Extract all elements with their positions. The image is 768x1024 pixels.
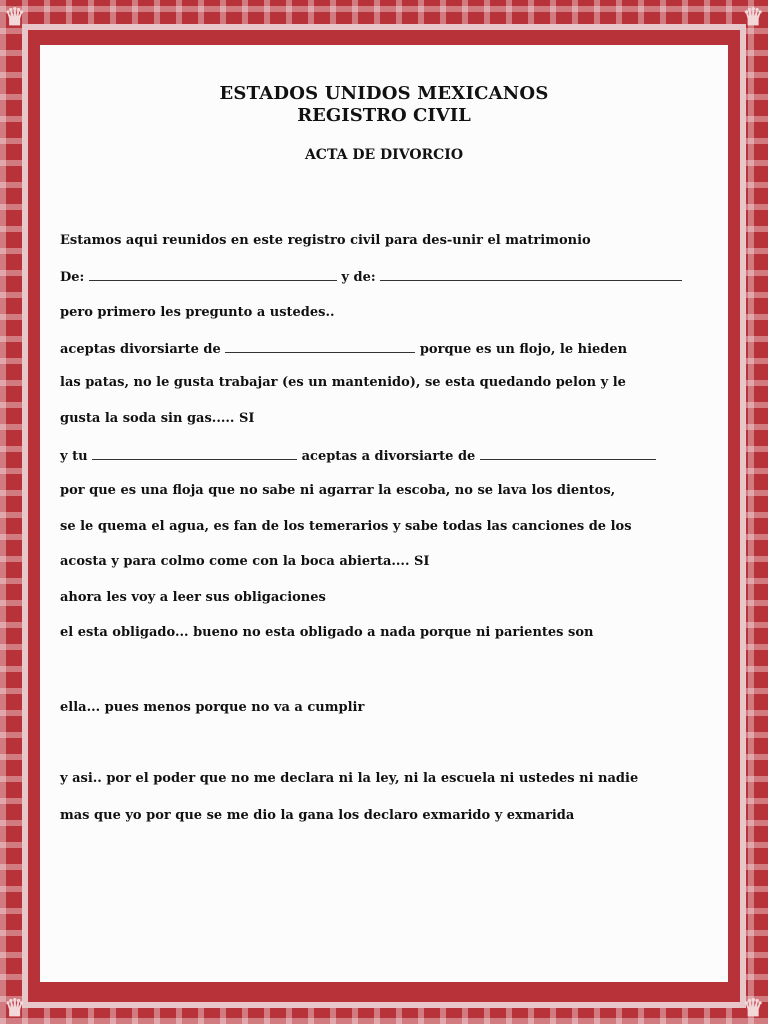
document-page: [40, 45, 728, 982]
text-line: mas que yo por que se me dio la gana los declaro exmarido y exmarida: [60, 808, 575, 823]
text-y-tu: y tu: [60, 449, 88, 464]
text-line: acosta y para colmo come con la boca abierta.... SI: [60, 554, 430, 569]
text-line: gusta la soda sin gas..... SI: [60, 411, 255, 426]
text-line: ella... pues menos porque no va a cumplir: [60, 700, 365, 715]
text-line: pero primero les pregunto a ustedes..: [60, 305, 335, 320]
text-line: Estamos aqui reunidos en este registro civil para des-unir el matrimonio: [60, 233, 591, 248]
text-line: por que es una floja que no sabe ni agarrar la escoba, no se lava los dientos,: [60, 483, 616, 498]
corner-ornament-icon: ♛: [4, 993, 26, 1022]
text-porque: porque es un flojo, le hieden: [419, 342, 628, 357]
text-aceptas: aceptas divorsiarte de: [60, 342, 221, 357]
text-aceptas-a: aceptas a divorsiarte de: [301, 449, 476, 464]
corner-ornament-icon: ♛: [742, 2, 764, 31]
text-line: se le quema el agua, es fan de los temerarios y sabe todas las canciones de los: [60, 519, 632, 534]
text-line: y asi.. por el poder que no me declara ni la ley, ni la escuela ni ustedes ni nadie: [60, 771, 639, 786]
text-line: ahora les voy a leer sus obligaciones: [60, 590, 326, 605]
text-line: [60, 340, 627, 357]
blank-name-1: [89, 268, 337, 281]
text-line: [60, 447, 656, 464]
text-line: el esta obligado... bueno no esta obligado a nada porque ni parientes son: [60, 625, 594, 640]
blank-name-2: [380, 268, 682, 281]
blank-name-3: [225, 340, 415, 353]
title-country: ESTADOS UNIDOS MEXICANOS: [219, 83, 549, 104]
corner-ornament-icon: ♛: [4, 2, 26, 31]
corner-ornament-icon: ♛: [742, 993, 764, 1022]
title-registry: REGISTRO CIVIL: [297, 105, 471, 126]
label-y-de: y de:: [341, 270, 376, 285]
blank-name-4: [92, 447, 297, 460]
blank-name-5: [480, 447, 656, 460]
label-de: De:: [60, 270, 85, 285]
text-line: [60, 268, 682, 285]
text-line: las patas, no le gusta trabajar (es un mantenido), se esta quedando pelon y le: [60, 375, 626, 390]
title-act: ACTA DE DIVORCIO: [304, 147, 464, 163]
